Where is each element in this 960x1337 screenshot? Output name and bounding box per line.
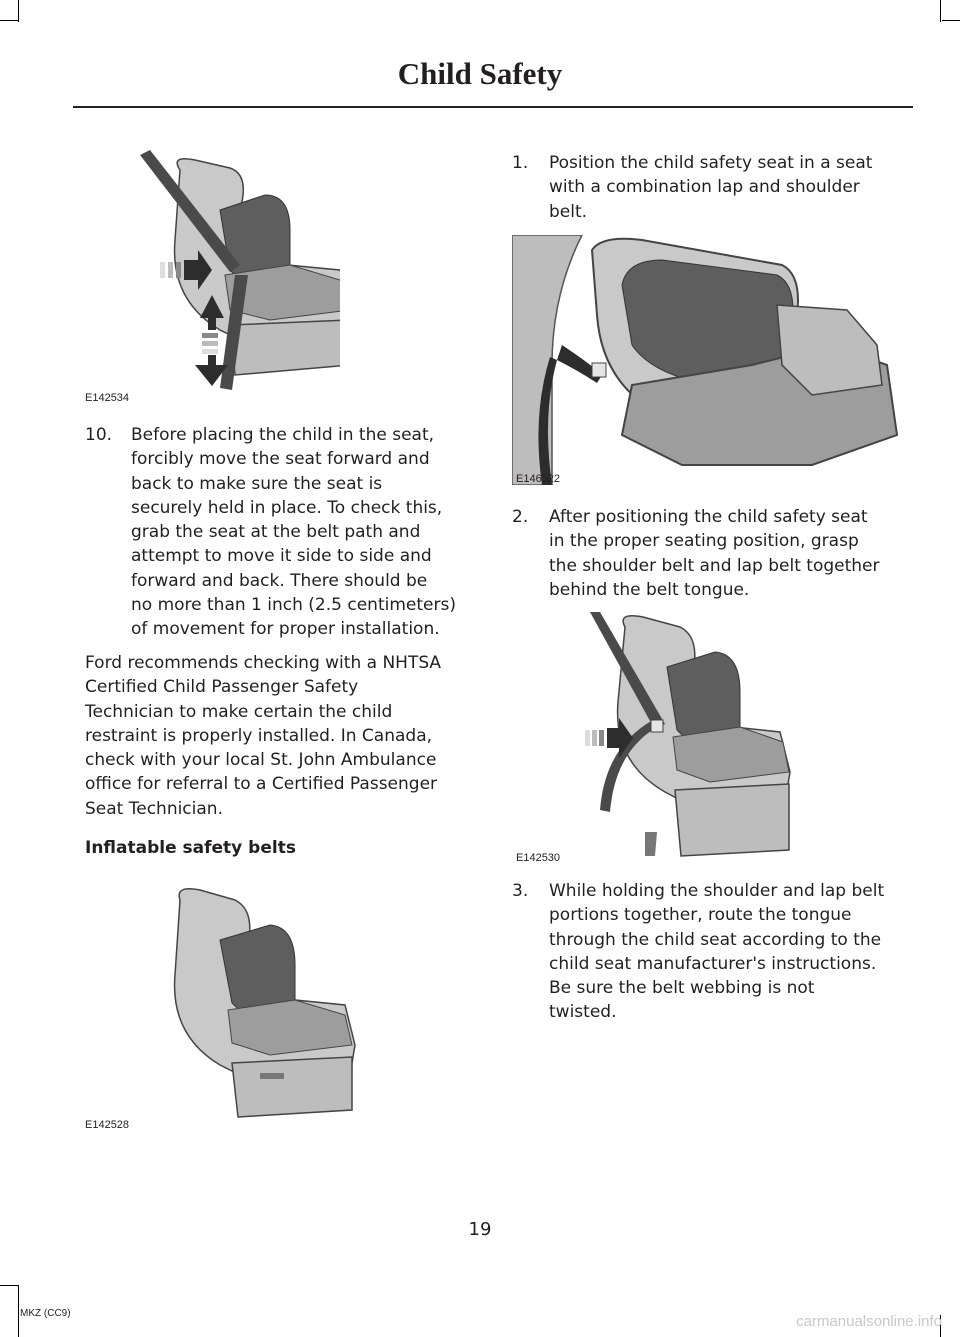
step-10 [85,423,485,642]
step-line: While holding the shoulder and lap belt [549,881,885,901]
figure-seat-closeup [512,235,902,485]
step-line: After positioning the child safety seat [549,507,868,527]
figure-code: E142534 [85,392,130,404]
step-line: forcibly move the seat forward and [131,449,430,470]
seat-belt-illustration [140,150,340,405]
paragraph-line: Technician to make certain the child [85,701,393,722]
crop-mark [942,20,960,21]
step-3 [512,879,912,1025]
step-number: 3. [512,881,529,901]
step-line: Before placing the child in the seat, [131,425,435,445]
crop-mark [0,20,18,21]
paragraph-line: Seat Technician. [85,798,223,819]
step-line: in the proper seating position, grasp [549,531,859,552]
figure-code: E142530 [516,852,561,864]
step-line: no more than 1 inch (2.5 centimeters) [131,595,456,616]
step-line: forward and back. There should be [131,570,428,591]
step-line: belt. [549,201,588,222]
figure-seat-movement [140,150,340,405]
step-line: the shoulder belt and lap belt together [549,555,880,576]
page-title: Child Safety [397,56,563,91]
grasp-belt-illustration [585,612,795,860]
crop-mark [0,1285,18,1286]
crop-mark [940,0,941,22]
step-1 [512,151,912,224]
step-line: behind the belt tongue. [549,579,750,600]
crop-mark [18,0,19,22]
step-line: attempt to move it side to side and [131,546,432,567]
figure-grasp-belt [585,612,795,860]
step-line: grab the seat at the belt path and [131,522,421,543]
step-line: Be sure the belt webbing is not [549,978,815,999]
section-heading: Inflatable safety belts [85,838,296,858]
watermark[interactable]: carmanualsonline.info [796,1313,942,1330]
step-line: back to make sure the seat is [131,473,383,494]
paragraph-line: Ford recommends checking with a NHTSA [85,653,442,673]
step-line: twisted. [549,1002,617,1023]
page-number: 19 [468,1219,492,1240]
step-line: through the child seat according to the [549,929,882,950]
header-rule [73,106,913,108]
step-line: portions together, route the tongue [549,905,852,926]
seat-closeup-illustration [512,235,902,485]
step-line: child seat manufacturer's instructions. [549,953,877,974]
step-line: with a combination lap and shoulder [549,177,860,198]
step-number: 10. [85,425,113,445]
step-number: 1. [512,153,529,173]
figure-code: E142528 [85,1119,130,1131]
paragraph-line: office for referral to a Certified Passenger [85,774,438,795]
step-line: securely held in place. To check this, [131,497,443,518]
step-2 [512,505,912,602]
step-line: of movement for proper installation. [131,619,440,640]
paragraph-line: restraint is properly installed. In Canada, [85,725,433,746]
paragraph-line: Certified Child Passenger Safety [85,677,359,698]
step-number: 2. [512,507,529,527]
figure-code: E146522 [516,473,561,485]
recommendation-paragraph [85,651,485,821]
step-line: Position the child safety seat in a seat [549,153,873,173]
figure-seat-plain [160,885,360,1120]
crop-mark [18,1285,19,1337]
child-seat-illustration [160,885,360,1120]
paragraph-line: check with your local St. John Ambulance [85,750,437,771]
model-code: MKZ (CC9) [20,1308,71,1319]
